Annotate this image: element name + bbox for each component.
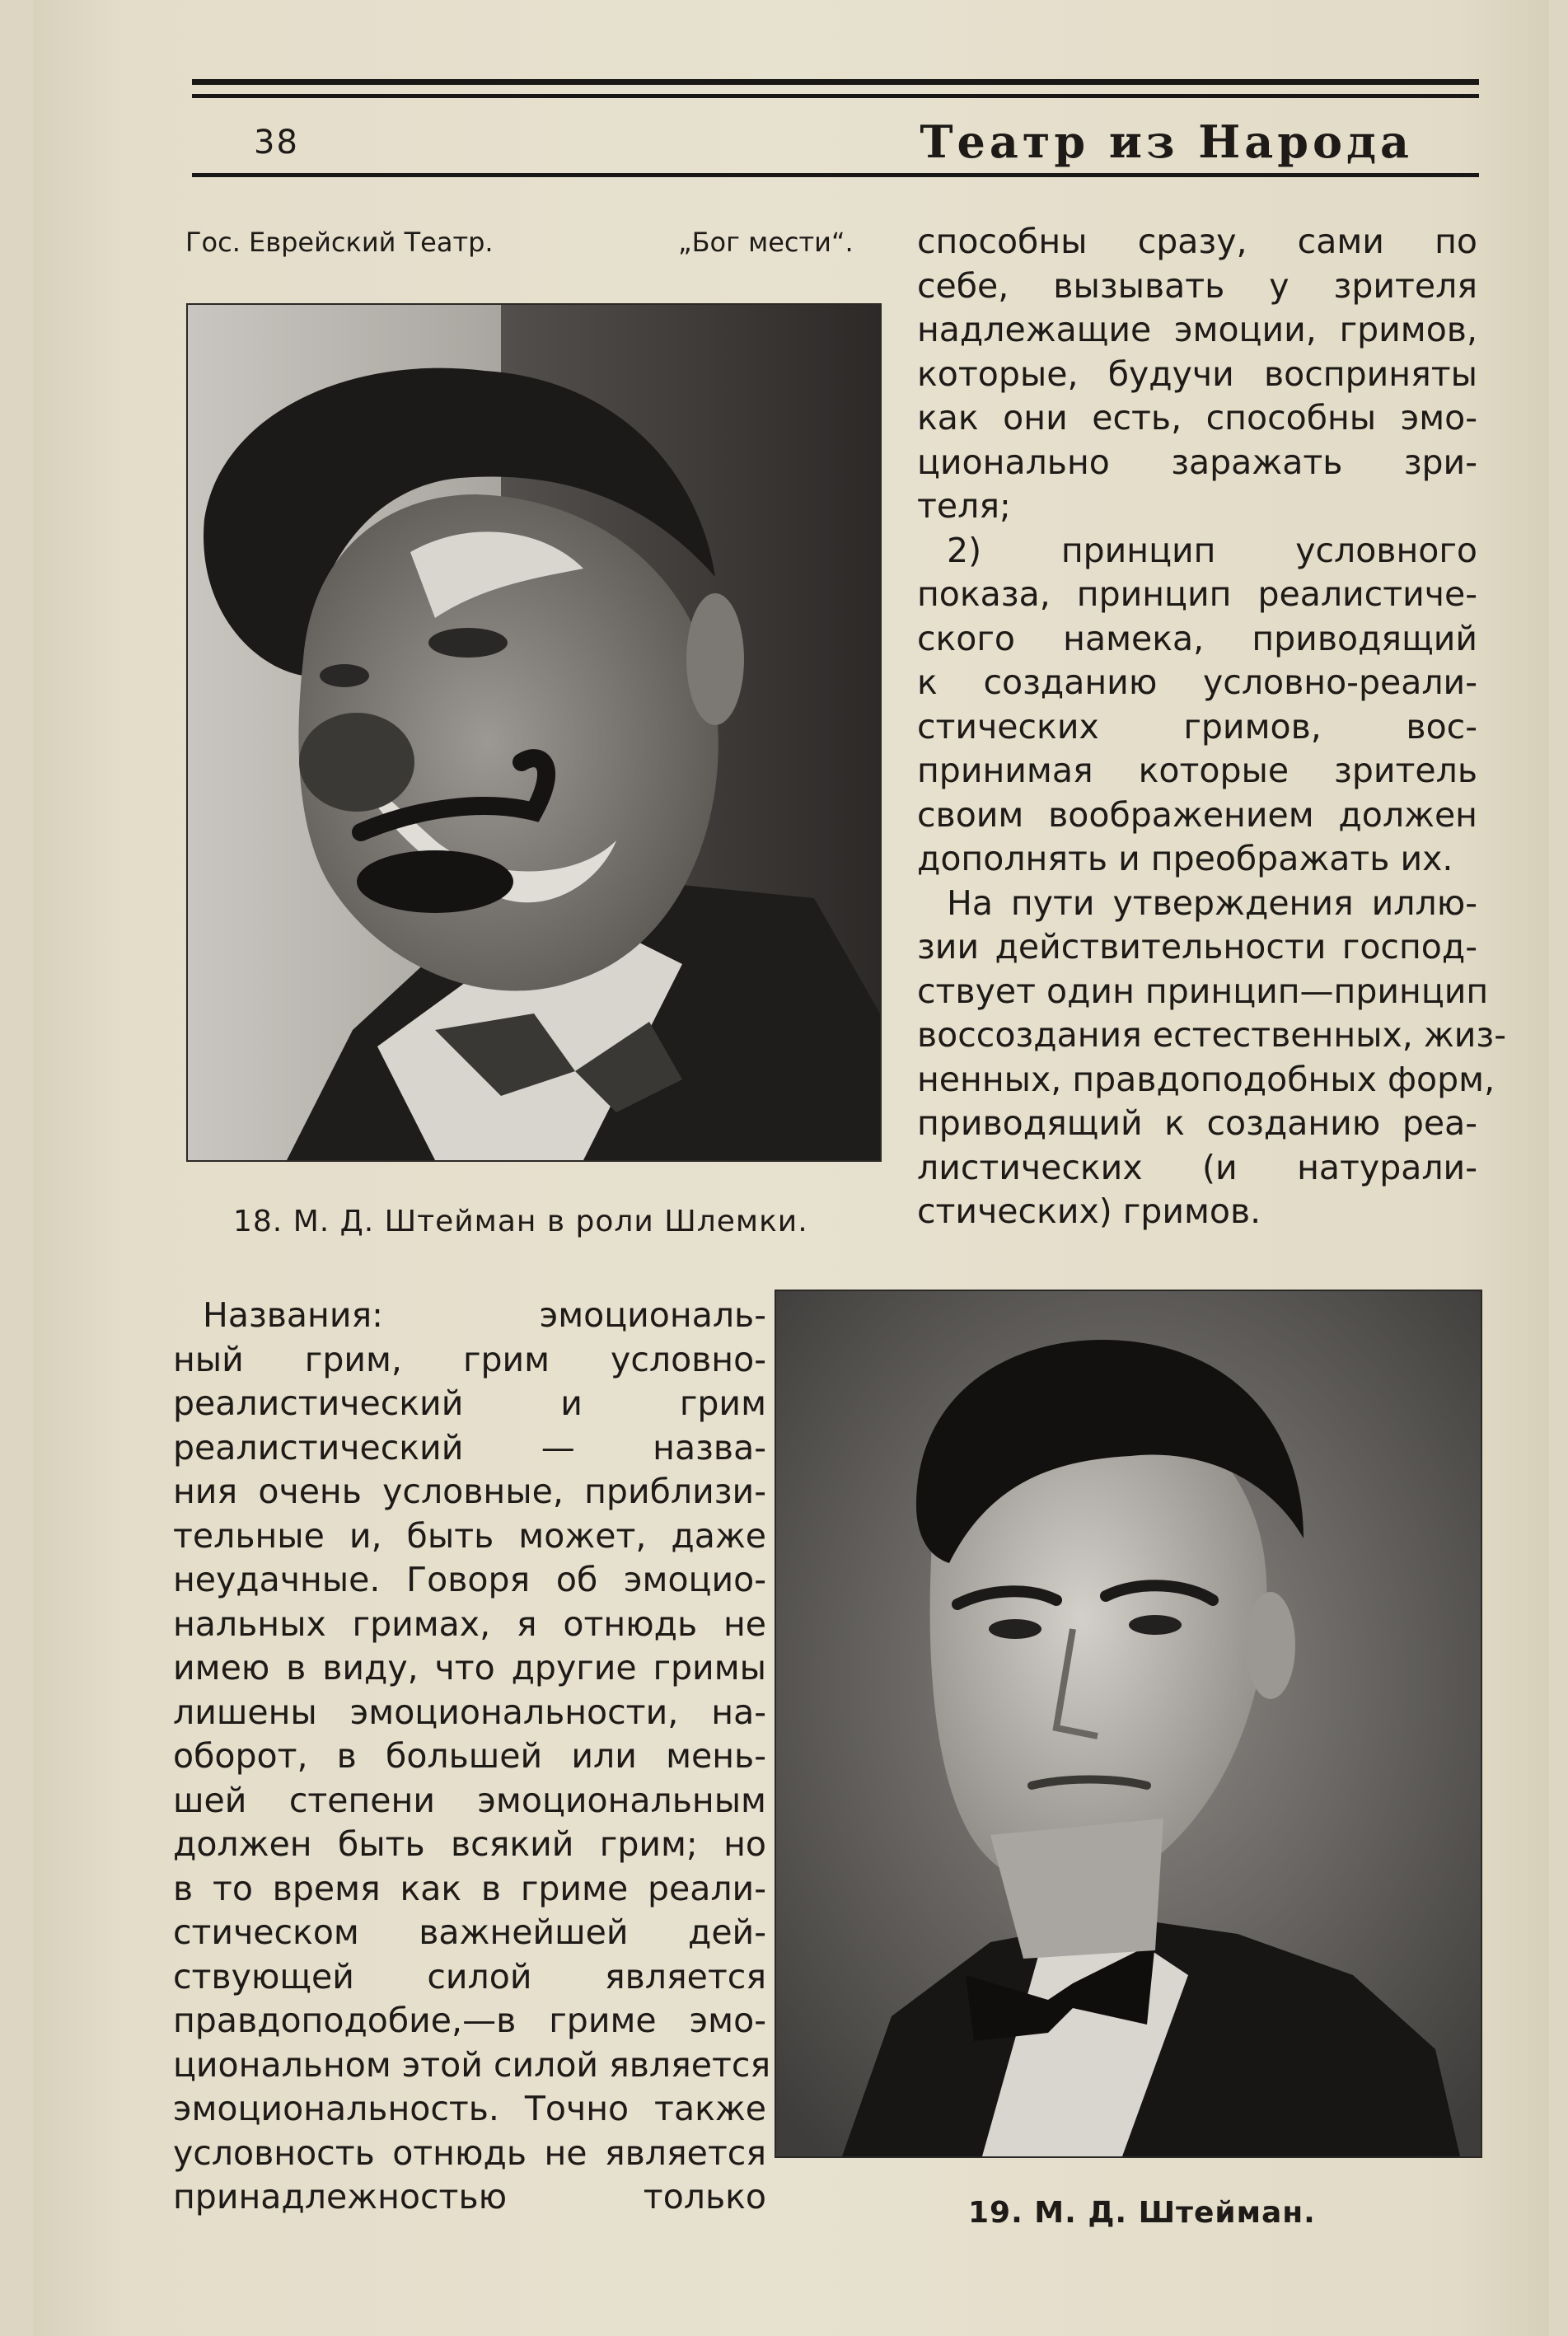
text-line: стическом важнейшей дей- [173, 1912, 766, 1952]
text-line: ствующей силой является [173, 1956, 766, 1997]
text-line: шей степени эмоциональным [173, 1780, 766, 1820]
text-line: реалистический и грим [173, 1383, 766, 1423]
text-line: реалистический — назва- [173, 1427, 766, 1468]
text-line: ный грим, грим условно- [173, 1339, 766, 1379]
text-line: теля; [917, 486, 1011, 526]
figure18-play: „Бог мести“. [678, 227, 854, 258]
header-rule-top [192, 79, 1479, 85]
text-line: ствует один принцип—принцип [917, 971, 1489, 1011]
header-rule-second [192, 94, 1479, 98]
text-line: зии действительности господ- [917, 927, 1477, 967]
text-line: листических (и натурали- [917, 1147, 1477, 1187]
figure18-photo [186, 303, 882, 1162]
figure18-caption: 18. М. Д. Штейман в роли Шлемки. [233, 1205, 808, 1238]
text-line: которые, будучи восприняты [917, 353, 1477, 394]
figure18-theatre: Гос. Еврейский Театр. [185, 227, 494, 258]
text-line: дополнять и преображать их. [917, 839, 1453, 878]
text-line: На пути утверждения иллю- [947, 882, 1477, 923]
running-title: Театр из Народа [920, 115, 1413, 168]
page-number: 38 [254, 124, 299, 162]
text-line: циональном этой силой является [173, 2044, 771, 2085]
text-line: оборот, в большей или мень- [173, 1736, 766, 1776]
text-line: Названия: эмоциональ- [203, 1295, 766, 1335]
text-line: в то время как в гриме реали- [173, 1868, 766, 1908]
text-line: условность отнюдь не является [173, 2132, 766, 2173]
text-line: тельные и, быть может, даже [173, 1515, 766, 1556]
text-line: к созданию условно-реали- [917, 662, 1477, 702]
text-line: нальных гримах, я отнюдь не [173, 1603, 766, 1644]
left-text-column [173, 1294, 771, 2220]
text-line: своим воображением должен [917, 794, 1477, 835]
text-line: неудачные. Говоря об эмоцио- [173, 1560, 766, 1599]
text-line: воссоздания естественных, жиз- [917, 1015, 1507, 1055]
text-line: показа, принцип реалистиче- [917, 574, 1477, 614]
text-line: стических) гримов. [917, 1191, 1261, 1231]
text-line: 2) принцип условного [947, 530, 1477, 570]
text-line: правдоподобие,—в гриме эмо- [173, 2001, 766, 2040]
figure19-caption: 19. М. Д. Штейман. [968, 2196, 1316, 2230]
text-line: ционально заражать зри- [917, 442, 1477, 482]
text-line: принимая которые зритель [917, 751, 1477, 790]
text-line: приводящий к созданию реа- [917, 1103, 1477, 1143]
text-line: ского намека, приводящий [917, 618, 1477, 658]
text-line: стических гримов, вос- [917, 706, 1477, 747]
header-rule-bottom [192, 173, 1479, 177]
text-line: принадлежностью только [173, 2177, 766, 2217]
text-line: ния очень условные, приблизи- [173, 1472, 766, 1511]
text-line: должен быть всякий грим; но [173, 1824, 766, 1864]
book-page [33, 0, 1549, 2336]
text-line: эмоциональность. Точно также [173, 2089, 766, 2128]
text-line: имею в виду, что другие гримы [173, 1648, 766, 1688]
text-line: ненных, правдоподобных форм, [917, 1059, 1495, 1099]
figure19-photo [775, 1290, 1482, 2158]
text-line: надлежащие эмоции, гримов, [917, 310, 1477, 349]
text-line: способны сразу, сами по [917, 222, 1477, 261]
text-line: лишены эмоциональности, на- [173, 1692, 766, 1732]
text-line: как они есть, способны эмо- [917, 398, 1477, 438]
right-text-column [917, 220, 1507, 1234]
text-line: себе, вызывать у зрителя [917, 265, 1477, 306]
